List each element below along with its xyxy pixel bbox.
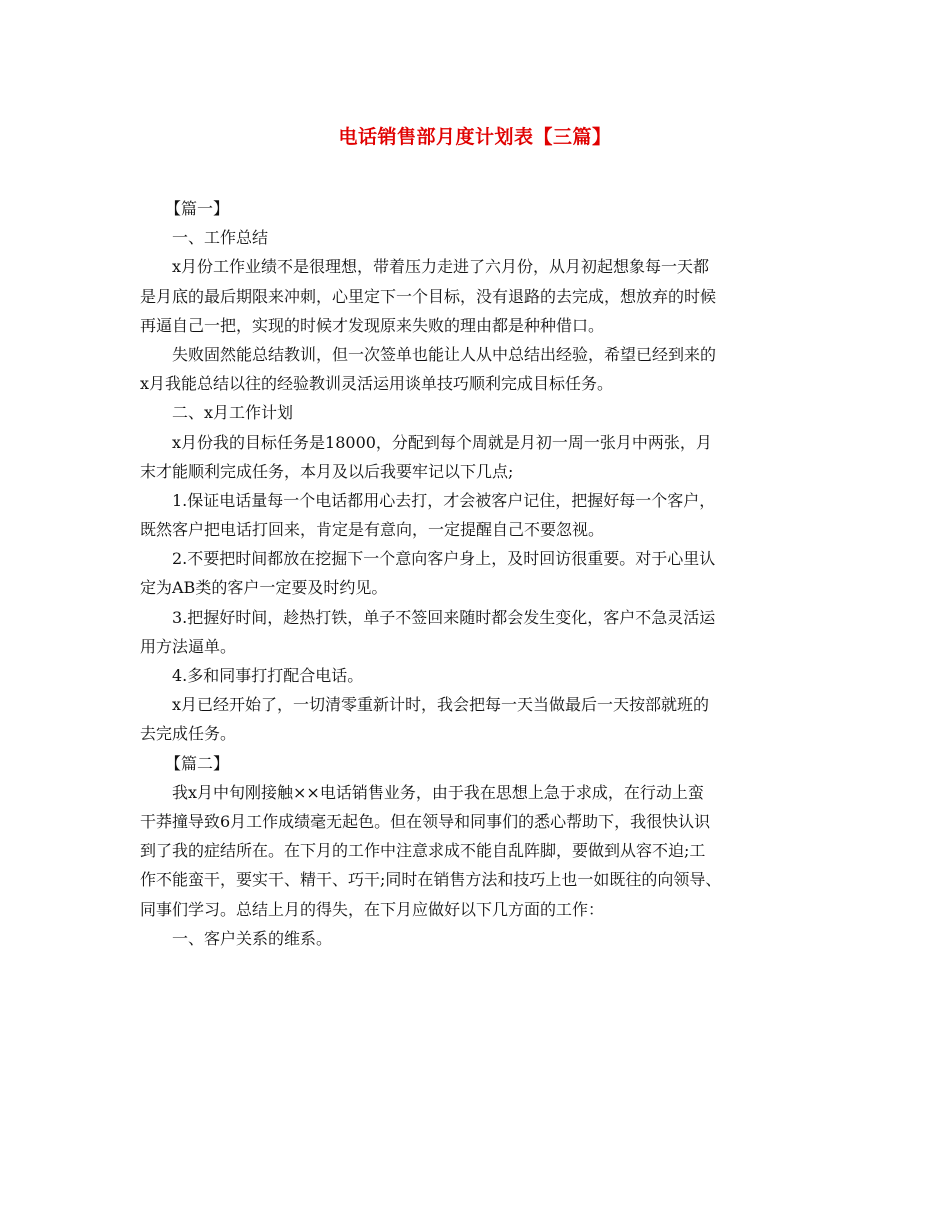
paragraph-line: x月份我的目标任务是18000，分配到每个周就是月初一周一张月中两张，月 (172, 432, 712, 452)
paragraph-line: 4.多和同事打打配合电话。 (172, 666, 364, 685)
paragraph-line: 是月底的最后期限来冲刺，心里定下一个目标，没有退路的去完成，想放弃的时候 (140, 286, 717, 306)
paragraph-line: x月份工作业绩不是很理想，带着压力走进了六月份，从月初起想象每一天都 (172, 257, 710, 277)
document-title: 电话销售部月度计划表【三篇】 (338, 126, 612, 148)
paragraph-line: 末才能顺利完成任务，本月及以后我要牢记以下几点; (140, 461, 514, 481)
paragraph-line: 定为AB类的客户一定要及时约见。 (140, 578, 388, 598)
paragraph-line: 同事们学习。总结上月的得失，在下月应做好以下几方面的工作： (140, 899, 605, 919)
paragraph-line: x月已经开始了，一切清零重新计时，我会把每一天当做最后一天按部就班的 (172, 695, 710, 715)
section-heading: 【篇二】 (165, 753, 230, 773)
paragraph-line: 2.不要把时间都放在挖掘下一个意向客户身上，及时回访很重要。对于心里认 (172, 549, 716, 569)
paragraph-line: 用方法逼单。 (140, 636, 237, 656)
paragraph-line: 既然客户把电话打回来，肯定是有意向，一定提醒自己不要忽视。 (140, 520, 605, 540)
paragraph-line: 作不能蛮干，要实干、精干、巧干;同时在销售方法和技巧上也一如既往的向领导、 (140, 870, 722, 890)
paragraph-line: x月我能总结以往的经验教训灵活运用谈单技巧顺利完成目标任务。 (140, 374, 614, 394)
paragraph-line: 去完成任务。 (140, 724, 237, 744)
section-heading: 【篇一】 (165, 199, 230, 218)
paragraph-line: 一、工作总结 (172, 228, 269, 248)
document-body (140, 194, 820, 953)
paragraph-line: 一、客户关系的维系。 (172, 928, 333, 948)
paragraph-line: 1.保证电话量每一个电话都用心去打，才会被客户记住，把握好每一个客户， (172, 490, 716, 510)
paragraph-line: 再逼自己一把，实现的时候才发现原来失败的理由都是种种借口。 (140, 315, 605, 335)
paragraph-line: 3.把握好时间，趁热打铁，单子不签回来随时都会发生变化，客户不急灵活运 (172, 607, 716, 627)
paragraph-line: 二、x月工作计划 (172, 403, 294, 423)
paragraph-line: 我x月中旬刚接触××电话销售业务，由于我在思想上急于求成，在行动上蛮 (172, 782, 704, 802)
paragraph-line: 干莽撞导致6月工作成绩毫无起色。但在领导和同事们的悉心帮助下，我很快认识 (140, 811, 711, 831)
paragraph-line: 失败固然能总结教训，但一次签单也能让人从中总结出经验，希望已经到来的 (172, 344, 717, 364)
paragraph-line: 到了我的症结所在。在下月的工作中注意求成不能自乱阵脚，要做到从容不迫;工 (140, 841, 706, 861)
